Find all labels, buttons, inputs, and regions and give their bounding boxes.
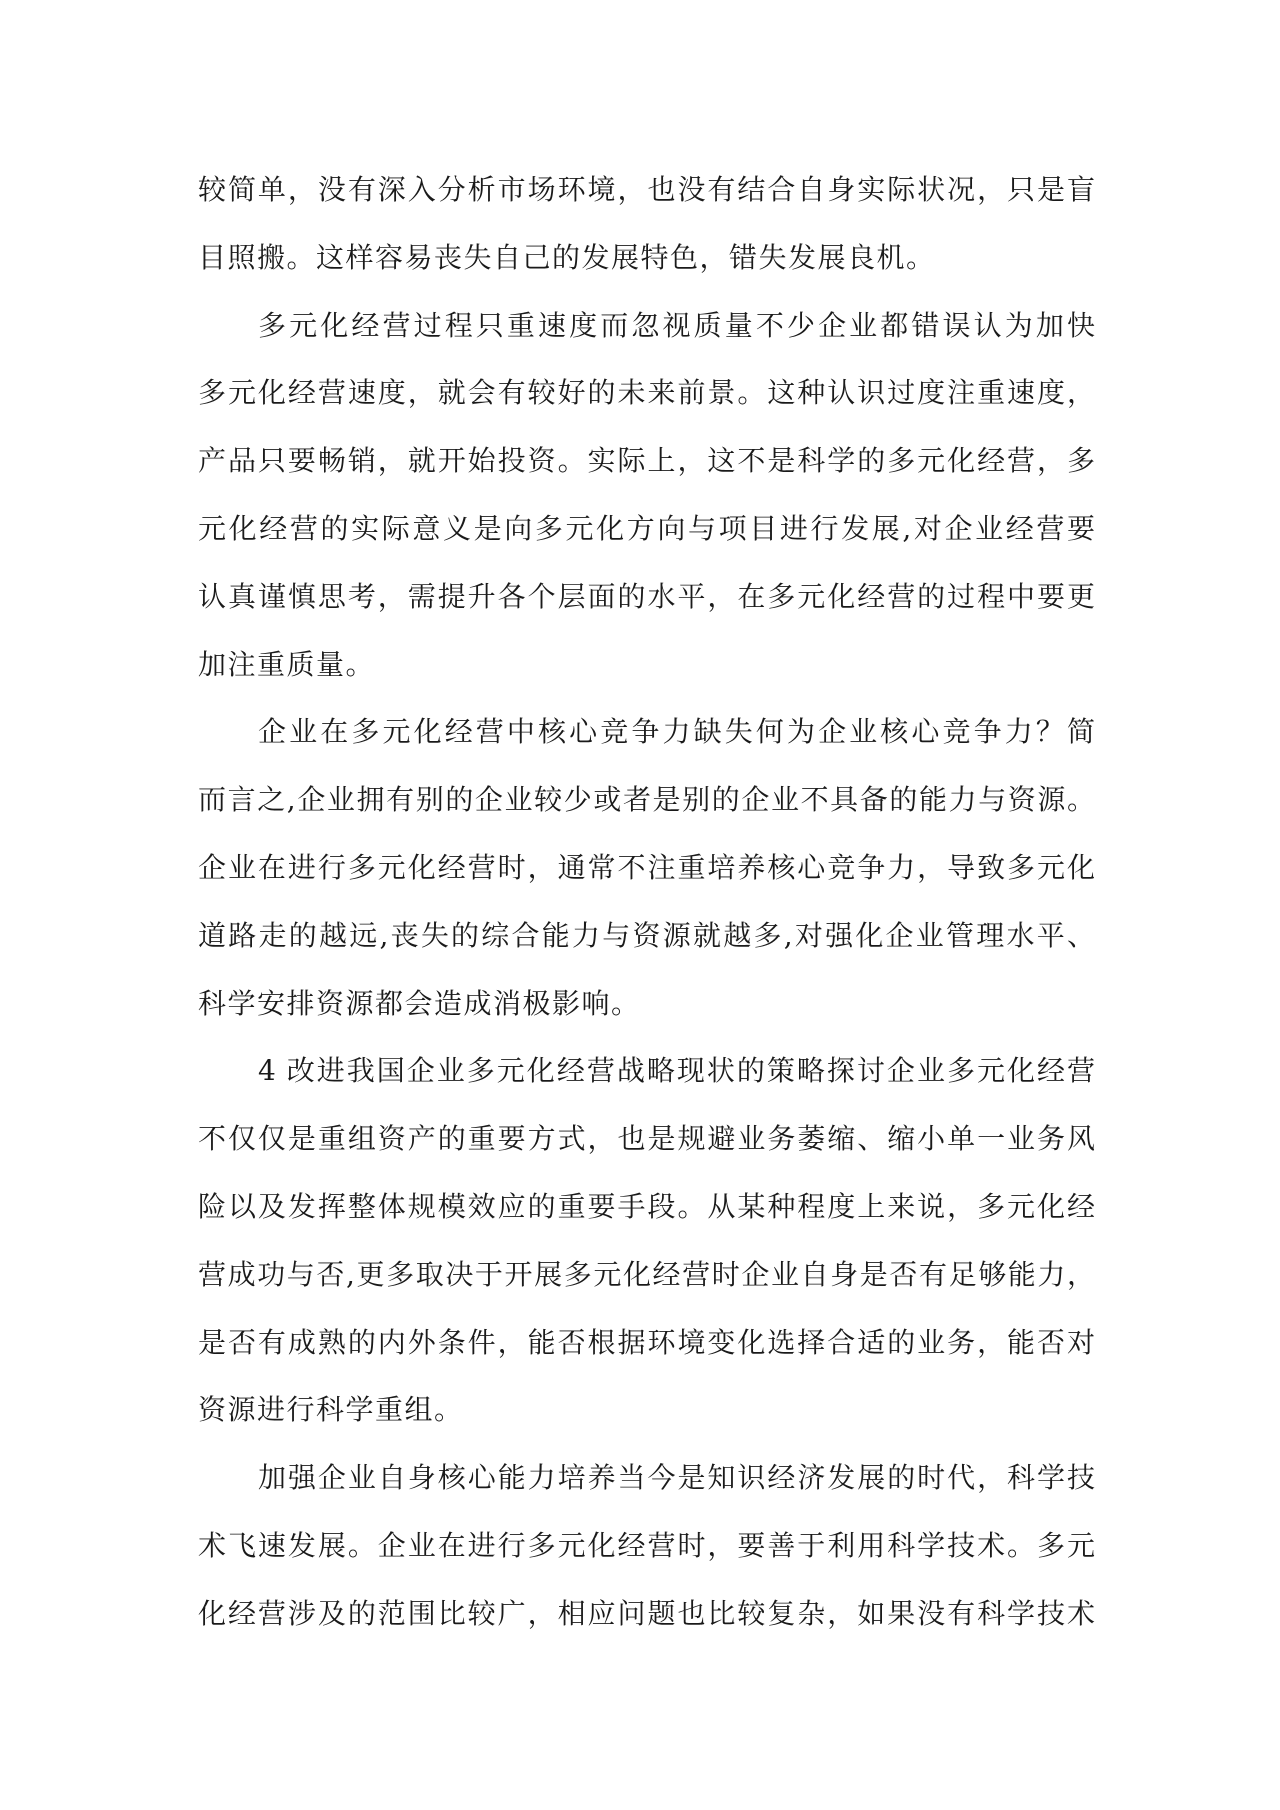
text-line: 目照搬。这样容易丧失自己的发展特色，错失发展良机。 <box>198 240 936 274</box>
text-line: 产品只要畅销，就开始投资。实际上，这不是科学的多元化经营，多 <box>198 444 1095 478</box>
text-line: 元化经营的实际意义是向多元化方向与项目进行发展,对企业经营要 <box>198 512 1095 545</box>
text-line: 而言之,企业拥有别的企业较少或者是别的企业不具备的能力与资源。 <box>198 783 1095 817</box>
text-line: 企业在进行多元化经营时，通常不注重培养核心竞争力，导致多元化 <box>198 851 1095 884</box>
text-line: 认真谨慎思考，需提升各个层面的水平，在多元化经营的过程中要更 <box>198 579 1095 613</box>
text-line: 资源进行科学重组。 <box>198 1393 464 1427</box>
text-line: 不仅仅是重组资产的重要方式，也是规避业务萎缩、缩小单一业务风 <box>198 1122 1095 1156</box>
text-line: 化经营涉及的范围比较广，相应问题也比较复杂，如果没有科学技术 <box>198 1596 1095 1630</box>
text-line: 多元化经营速度，就会有较好的未来前景。这种认识过度注重速度， <box>198 376 1095 410</box>
text-line: 险以及发挥整体规模效应的重要手段。从某种程度上来说，多元化经 <box>198 1190 1095 1223</box>
text-line: 营成功与否,更多取决于开展多元化经营时企业自身是否有足够能力， <box>198 1257 1095 1291</box>
text-line: 多元化经营过程只重速度而忽视质量不少企业都错误认为加快 <box>258 308 1095 342</box>
text-line: 是否有成熟的内外条件，能否根据环境变化选择合适的业务，能否对 <box>198 1325 1095 1359</box>
text-line: 企业在多元化经营中核心竞争力缺失何为企业核心竞争力？简 <box>258 715 1095 749</box>
text-line: 术飞速发展。企业在进行多元化经营时，要善于利用科学技术。多元 <box>198 1529 1095 1562</box>
text-line: 道路走的越远,丧失的综合能力与资源就越多,对强化企业管理水平、 <box>198 918 1095 952</box>
text-line: 加注重质量。 <box>198 647 376 681</box>
text-line: 加强企业自身核心能力培养当今是知识经济发展的时代，科学技 <box>258 1461 1095 1495</box>
text-line: 科学安排资源都会造成消极影响。 <box>198 986 641 1020</box>
text-line: 较简单，没有深入分析市场环境，也没有结合自身实际状况，只是盲 <box>198 173 1095 206</box>
text-line: 4 改进我国企业多元化经营战略现状的策略探讨企业多元化经营 <box>258 1054 1095 1088</box>
